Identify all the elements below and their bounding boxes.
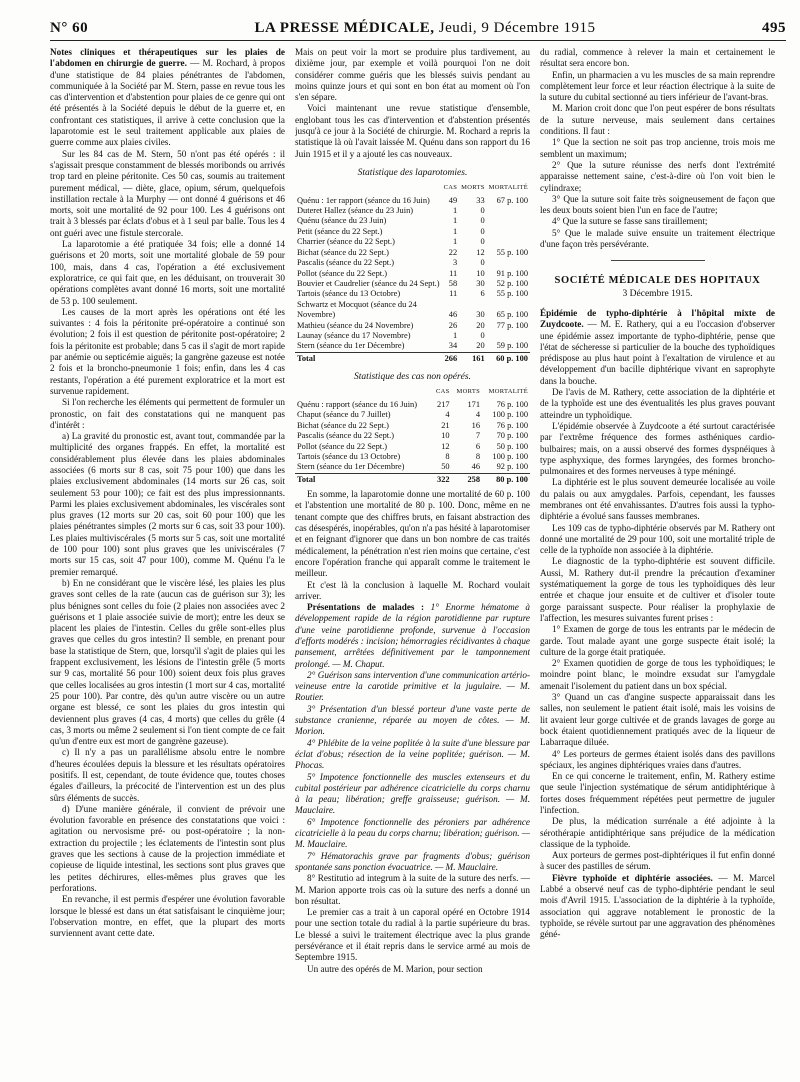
cell-value: 1 — [452, 237, 458, 247]
row-label: Pollot (séance du 22 Sept.) — [297, 441, 388, 451]
table-row — [295, 258, 530, 268]
cell-value: 59 p. 100 — [496, 341, 528, 351]
column-1 — [50, 47, 285, 1077]
paragraph: Les 109 cas de typho-diphtérie observés par M. Rathery ont donné une mortalité de 29 pour 100, soit une mortalité triple de celle de la typhoïde non associée à la diphtérie. — [540, 522, 775, 556]
presentation-text: 7° Hématorachis grave par fragments d'obus; guérison spontanée sans ponction évacuatrice. — M. Mauclaire. — [295, 850, 530, 872]
row-label: Stern (séance du 1er Décembre) — [297, 341, 405, 351]
total-value: 322 — [432, 473, 451, 485]
table-row — [295, 227, 530, 237]
cell-value: 52 p. 100 — [496, 278, 528, 288]
presentation-text: 3° Présentation d'un blessé porteur d'une vaste perte de substance cranienne, réparée au moyen de côtes. — M. Morion. — [295, 703, 530, 737]
row-label: Tartois (séance du 13 Octobre) — [297, 289, 401, 299]
cell-value — [487, 237, 530, 247]
cell-value: 49 — [448, 195, 458, 205]
column-2 — [295, 47, 530, 1077]
cell-value: 92 p. 100 — [496, 462, 528, 472]
col-header: MORTALITÉ — [488, 388, 528, 396]
paragraph — [295, 602, 530, 670]
paragraph: Un autre des opérés de M. Marion, pour section — [307, 963, 483, 974]
cell-value: 22 — [448, 247, 458, 257]
cell-value: 12 — [441, 441, 450, 451]
total-value: 266 — [442, 352, 460, 364]
paragraph: du radial, commence à relever la main et certainement le résultat sera encore bon. — [540, 47, 775, 69]
paragraph: L'épidémie observée à Zuydcoote a été surtout caractérisée par l'extrême fréquence des formes asthéniques cardio-bulbaires; mais, on a aussi observé des formes dyspnéiques à type asphyxique, des formes laryngées, des formes broncho-pulmonaires et des formes nerveuses à type méningé. — [540, 420, 775, 477]
cell-value: 8 — [445, 451, 450, 461]
row-label: Mathieu (séance du 24 Novembre) — [297, 320, 414, 330]
cell-value: 67 p. 100 — [496, 195, 528, 205]
cell-value: 34 — [448, 341, 458, 351]
paragraph — [295, 704, 530, 738]
presentation-text: 4° Phlébite de la veine poplitée à la suite d'une blessure par éclat d'obus; résection de la veine poplitée; guérison. — M. Phocas. — [295, 737, 530, 771]
presentations-title: Présentations de malades : — [307, 602, 425, 613]
col-header: MORTS — [461, 184, 485, 192]
table-row — [295, 216, 530, 226]
cell-value: 46 — [471, 462, 481, 472]
cell-value: 100 p. 100 — [492, 451, 528, 461]
cell-value: 1 — [452, 216, 458, 226]
cell-value: 100 p. 100 — [492, 410, 528, 420]
cell-value: 70 p. 100 — [496, 431, 528, 441]
cell-value — [487, 206, 530, 216]
table-row — [295, 196, 530, 206]
cell-value: 0 — [480, 330, 485, 340]
row-label: Bichat (séance du 22 Sept.) — [297, 247, 389, 257]
cell-value: 46 — [448, 310, 458, 320]
article-text: — M. Marcel Labbé a observé neuf cas de typho-diphtérie pendant le seul mois d'Avril 1915. L'association de la diphtérie à la typhoïde, association qui aggrave notablement le pronostic de la typhoïde, se révèle surtout par une aggravation des phénomènes géné- — [540, 872, 775, 940]
row-label: Launay (séance du 17 Novembre) — [297, 330, 411, 340]
columns — [50, 47, 786, 1077]
cell-value: 50 — [441, 462, 450, 472]
cell-value — [487, 331, 530, 341]
paragraph: c) Il n'y a pas un parallélisme absolu entre le nombre d'heures écoulées depuis la blessure et les résultats opératoires positifs. Il est, cependant, de toute évidence que, toutes choses égales d'ailleurs, la précocité de l'intervention est un des plus sûrs éléments de succès. — [50, 747, 285, 803]
paragraph: Les causes de la mort après les opérations ont été les suivantes : 4 fois la péritonite pré-opératoire a continué son évolution; 2 fois il est question de péritonite post-opératoire; 2 fois la péritonite est probable; dans 5 cas il s'agit de mort rapide par anémie ou septicémie aiguës; la gangrène gazeuse est notée 2 fois et la broncho-pneumonie 1 fois; enfin, dans les 4 cas restants, l'opération a été purement exploratrice et la mort est survenue rapidement. — [50, 306, 285, 396]
total-value: 60 p. 100 — [487, 352, 530, 364]
masthead — [255, 20, 596, 37]
article-paragraph — [540, 308, 775, 387]
paragraph: 1° Que la section ne soit pas trop ancienne, trois mois me semblent un maximum; — [540, 137, 775, 159]
row-label: Chaput (séance du 7 Juillet) — [297, 410, 391, 420]
table-row — [295, 462, 530, 473]
cell-value: 33 — [476, 195, 485, 205]
cell-value: 58 — [448, 278, 458, 288]
table-row — [295, 289, 530, 299]
cell-value: 10 — [476, 268, 485, 278]
cell-value: 30 — [476, 278, 485, 288]
paragraph — [295, 772, 530, 817]
paragraph: Et c'est là la conclusion à laquelle M. Rochard voulait arriver. — [295, 579, 530, 601]
paragraph: 5° Que le malade suive ensuite un traitement électrique d'une façon très persévérante. — [540, 227, 775, 250]
total-value: 258 — [452, 473, 482, 485]
paragraph: De plus, la médication surrénale a été adjointe à la sérothérapie antidiphtérique sans préjudice de la médication classique de la typhoïde. — [540, 816, 775, 849]
row-label: Pascalis (séance du 22 Sept.) — [297, 431, 394, 441]
row-label: Quénu : 1er rapport (séance du 16 Juin) — [297, 195, 430, 205]
presentation-text: 5° Impotence fonctionnelle des muscles extenseurs et du cubital postérieur par adhérence cicatricielle du corps charnu à la peau; libération; greffe graisseuse; guérison. — M. Mauclaire. — [295, 771, 530, 816]
article-text: — M. E. Rathery, qui a eu l'occasion d'observer une épidémie assez importante de typho-diphtérie, pense que l'état de sécheresse si particulier de la bouche des typhoïdiques prédispose au plus haut point à l'exaltation de virulence et au développement d'un bacille diphtérique vivant en saprophyte dans la bouche. — [540, 319, 775, 386]
cell-value: 55 p. 100 — [496, 289, 528, 299]
paragraph: En ce qui concerne le traitement, enfin, M. Rathery estime que seule l'injection systématique de sérum antidiphtérique à fortes doses fréquemment répétées peut permettre de juguler l'infection. — [540, 771, 775, 815]
paragraph: La diphtérie est le plus souvent demeurée localisée au voile du palais ou aux amygdales. Parfois, cependant, les fausses membranes ont été envahissantes. D'autres fois aussi la typho-diphtérie a évolué sans fausses membranes. — [540, 477, 775, 522]
cell-value: 21 — [441, 420, 450, 430]
table-caption-laparotomies: Statistique des laparotomies. — [357, 167, 468, 178]
cell-value: 0 — [480, 206, 485, 216]
cell-value: 7 — [475, 431, 481, 441]
table-row — [295, 206, 530, 216]
issue-number: N° 60 — [50, 20, 89, 36]
cell-value: 30 — [476, 310, 485, 320]
presentation-text: 2° Guérison sans intervention d'une communication artério-veineuse entre la carotide primitive et la jugulaire. — M. Routier. — [295, 669, 530, 703]
paragraph: d) D'une manière générale, il convient de prévoir une évolution favorable en présence des constatations que voici : agitation ou nervosisme pré- ou post-opératoire ; la non-extraction du projectile ; les éclatements de l'intestin sont plus graves que les sections à cause de la projection immédiate et copieuse de liquide intestinal, les sections sont plus graves que les petites déchirures, elles-mêmes plus graves que les perforations. — [50, 803, 285, 893]
cell-value: 76 p. 100 — [496, 399, 528, 409]
paragraph: 1° Examen de gorge de tous les entrants par le médecin de garde. Tout malade ayant une gorge suspecte était isolé; la culture de la gorge était pratiquée. — [540, 624, 775, 657]
page-header — [50, 20, 786, 41]
row-label: Bichat (séance du 22 Sept.) — [297, 420, 389, 430]
row-label: Petit (séance du 22 Sept.) — [297, 226, 383, 236]
table-row — [295, 237, 530, 247]
table-row — [295, 410, 530, 420]
paragraph: 3° Que la suture soit faite très soigneusement de façon que les deux bouts soient bien l'un en face de l'autre; — [540, 193, 775, 216]
paragraph: 2° Que la suture réunisse des nerfs dont l'extrémité apparaisse nettement saine, c'est-à-dire où l'on voit bien le cylindraxe; — [540, 159, 775, 193]
table-caption-non-operes: Statistique des cas non opérés. — [354, 372, 471, 383]
cell-value: 77 p. 100 — [496, 320, 528, 330]
row-label: Stern (séance du 1er Décembre) — [297, 462, 405, 472]
row-label: Pascalis (séance du 22 Sept.) — [297, 258, 394, 268]
laparotomy-table — [295, 183, 530, 364]
paragraph: Voici maintenant une revue statistique d'ensemble, englobant tous les cas d'intervention et d'abstention présentés jusqu'à ce jour à la Société de chirurgie. M. Rochard a repris la statistique là où l'avait laissée M. Quénu dans son rapport du 16 Juin 1915 et il y a ajouté les cas nouveaux. — [295, 103, 530, 159]
paragraph: Enfin, un pharmacien a vu les muscles de sa main reprendre complètement leur force et leur réaction électrique à la suite de la suture du cubital sectionné au tiers inférieur de l'avant-bras. — [540, 69, 775, 103]
table-row — [295, 452, 530, 462]
col-header: CAS — [436, 388, 450, 396]
cell-value: 0 — [480, 226, 485, 236]
issue-date: Jeudi, 9 Décembre 1915 — [438, 20, 596, 36]
row-label: Quénu : rapport (séance du 16 Juin) — [297, 399, 418, 409]
cell-value: 76 p. 100 — [496, 420, 528, 430]
row-label: Schwartz et Mocquot (séance du 24 Novembre) — [297, 299, 417, 320]
paragraph: 8° Restitutio ad integrum à la suite de la suture des nerfs. — M. Marion apporte trois cas où la suture des nerfs a donné un bon résultat. — [295, 873, 530, 906]
cell-value: 16 — [471, 420, 481, 430]
table-row — [295, 248, 530, 258]
table-row — [295, 279, 530, 289]
paragraph: En somme, la laparotomie donne une mortalité de 60 p. 100 et l'abstention une mortalité de 80 p. 100. Donc, même en ne tenant compte que des chiffres bruts, en faisant abstraction des cas désespérés, inopérables, qu'on n'a pas hésité à laparotomiser et en feignant d'ignorer que dans un bon nombre de cas traités médicalement, la pénétration n'est rien moins que certaine, c'est encore l'opération franche qui apparaît comme le traitement le meilleur. — [295, 489, 530, 579]
cell-value: 65 p. 100 — [496, 310, 528, 320]
cell-value: 1 — [452, 330, 458, 340]
row-label: Bouvier et Caudrelier (séance du 24 Sept.) — [297, 278, 440, 288]
paragraph: 4° Les porteurs de germes étaient isolés dans des pavillons spéciaux, les angines diphtériques vraies dans d'autres. — [540, 748, 775, 770]
paragraph: 2° Examen quotidien de gorge de tous les typhoïdiques; le moindre point blanc, le moindre exsudat sur l'amygdale amenait l'isolement du patient dans un box spécial. — [540, 658, 775, 691]
page-number: 495 — [761, 20, 786, 36]
paragraph: Si l'on recherche les éléments qui permettent de formuler un pronostic, on fait des constatations qui ne manquent pas d'intérêt : — [50, 397, 285, 430]
article-title: Fièvre typhoïde et diphtérie associées. — [552, 872, 713, 883]
presentation-text: 6° Impotence fonctionnelle des péroniers par adhérence cicatricielle à la peau du corps charnu; libération; guérison. — M. Mauclaire. — [295, 816, 530, 850]
paragraph: b) En ne considérant que le viscère lésé, les plaies les plus graves sont celles de la rate (aucun cas de guérison sur 3); les plus bénignes sont celles du foie (2 plaies non associées avec 2 guérisons et 1 plaie associée suivie de mort); entre les deux se placent les plaies de l'intestin. Celles du grêle sont-elles plus graves que celles du gros intestin? Il semble, en prenant pour base la statistique de Stern, que, lorsqu'il s'agit de plaies qui les frappent exclusivement, les lésions de l'intestin grêle (5 morts sur 9 cas, mortalité 56 pour 100) soient deux fois plus graves que celles localisées au gros intestin (1 mort sur 4 cas, mortalité 25 pour 100). Par contre, dès qu'un autre viscère ou un autre organe est blessé, ce sont les plaies du gros intestin qui deviennent plus graves (4 cas, 4 morts) que celles du grêle (4 cas, 3 morts ou même 2 seulement si l'on tient compte de ce fait qu'un d'entre eux est mort de gangrène gazeuse). — [50, 577, 285, 747]
article-title: Épidémie de typho-diphtérie à l'hôpital mixte de Zuydcoote. — [540, 307, 775, 330]
paragraph — [295, 738, 530, 772]
cell-value: 10 — [441, 431, 450, 441]
cell-value: 6 — [475, 441, 481, 451]
cell-value: 1 — [452, 226, 458, 236]
article-title: Notes cliniques et thérapeutiques sur les plaies de l'abdomen en chirurgie de guerre. — [50, 47, 285, 69]
cell-value: 4 — [475, 410, 481, 420]
total-row — [295, 352, 530, 364]
cell-value: 55 p. 100 — [496, 247, 528, 257]
paragraph: Sur les 84 cas de M. Stern, 50 n'ont pas été opérés : il s'agissait presque constamment de blessés moribonds ou arrivés trop tard en pleine péritonite. Ces 50 cas, soumis au traitement purement médical, — diète, glace, opium, sérum, quelquefois instillation rectale à la Murphy — ont donné 4 guérisons et 46 morts, soit une mortalité de 92 pour 100. Les 4 guérisons ont trait à 3 blessés par éclats d'obus et à 1 seul par balle. Tous les 4 ont guéri avec une fistule stercorale. — [50, 148, 285, 238]
cell-value — [487, 258, 530, 268]
section-title: SOCIÉTÉ MÉDICALE DES HOPITAUX — [554, 275, 761, 287]
cell-value: 3 — [452, 258, 458, 268]
row-label: Charrier (séance du 22 Sept.) — [297, 237, 395, 247]
row-label: Tartois (séance du 13 Octobre) — [297, 451, 401, 461]
cell-value: 6 — [480, 289, 485, 299]
cell-value: 11 — [449, 289, 458, 299]
cell-value: 0 — [480, 237, 485, 247]
total-label: Total — [295, 352, 442, 364]
cell-value: 217 — [437, 399, 450, 409]
cell-value: 11 — [449, 268, 458, 278]
table-row — [295, 321, 530, 331]
section-divider — [611, 260, 705, 261]
cell-value: 171 — [467, 399, 481, 409]
total-row — [295, 473, 530, 485]
table-row — [295, 269, 530, 279]
paragraph: 3° Quand un cas d'angine suspecte apparaissait dans les salles, non seulement le patient était isolé, mais les voisins de lit avaient leur gorge cultivée et de grands lavages de gorge au bock étaient quotidiennement pratiqués avec de la liqueur de Labarraque diluée. — [540, 692, 775, 748]
cell-value: 0 — [480, 258, 485, 268]
cell-value: 8 — [475, 451, 481, 461]
paragraph — [295, 817, 530, 851]
cell-value: 91 p. 100 — [496, 268, 528, 278]
cell-value: 26 — [448, 320, 458, 330]
paragraph: La laparotomie a été pratiquée 34 fois; elle a donné 14 guérisons et 20 morts, soit une mortalité globale de 59 pour 100, mais, dans 4 cas, l'opération a été exclusivement exploratrice, ce qui fait que, en les déduisant, on trouverait 30 opérations complètes avant donné 16 morts, soit une mortalité de 53 p. 100 seulement. — [50, 239, 285, 306]
paragraph — [295, 670, 530, 704]
cell-value — [487, 227, 530, 237]
row-label: Duteret Hallez (séance du 23 Juin) — [297, 206, 414, 216]
non-operated-table — [295, 387, 530, 485]
article-text: — M. Rochard, à propos d'une statistique de 84 plaies pénétrantes de l'abdomen, communiquée à la Société par M. Stern, passe en revue tous les cas d'intervention et d'abstention pour plaies de ce genre qui ont été présentés à la Société depuis le début de la guerre et, en confrontant ces statistiques, il arrive à cette conclusion que la laparotomie est le seul traitement applicable aux plaies de guerre comme aux plaies civiles. — [50, 58, 285, 148]
paragraph: Le premier cas a trait à un caporal opéré en Octobre 1914 pour une section totale du radial à la partie supérieure du bras. Le blessé a suivi le traitement électrique avec la plus grande persévérance et il était repris dans le service armé au mois de Septembre 1915. — [295, 907, 530, 963]
cell-value: 20 — [476, 320, 485, 330]
table-header-row — [295, 387, 530, 399]
col-header: CAS — [443, 184, 458, 192]
paragraph: M. Marion croit donc que l'on peut espérer de bons résultats de la suture nerveuse, mais seulement dans certaines conditions. Il faut : — [540, 103, 775, 137]
cell-value: 1 — [452, 206, 458, 216]
table-row — [295, 431, 530, 441]
col-header: MORTS — [456, 388, 481, 396]
total-value: 161 — [459, 352, 487, 364]
col-header: MORTALITÉ — [488, 184, 528, 192]
total-value: 80 p. 100 — [482, 473, 530, 485]
presentation-text: 1° Enorme hématome à développement rapide de la région parotidienne par rupture d'une veine parotidienne profonde, survenue à l'occasion d'efforts modérés : incision; hémorragies récidivantes à chaque pansement, arrêtées définitivement par le tamponnement prolongé. — M. Chaput. — [295, 602, 530, 669]
total-label: Total — [295, 473, 432, 485]
paragraph: Mais on peut voir la mort se produire plus tardivement, au dixième jour, par exemple et voilà pourquoi l'on ne doit considérer comme guéris que les blessés suivis pendant au moins quinze jours et qui sont en bon état au moment où l'on s'en sépare. — [295, 47, 530, 103]
cell-value: 12 — [476, 247, 485, 257]
table-row — [295, 400, 530, 410]
column-3 — [540, 47, 775, 1077]
cell-value: 20 — [476, 341, 485, 351]
article-paragraph — [50, 47, 285, 149]
table-row — [295, 341, 530, 352]
cell-value: 0 — [480, 216, 485, 226]
cell-value — [487, 216, 530, 226]
row-label: Quénu (séance du 23 Juin) — [297, 216, 387, 226]
paragraph: Le diagnostic de la typho-diphtérie est souvent difficile. Aussi, M. Rathery dut-il prendre la précaution d'examiner systématiquement la gorge de tous les typhoïdiques dès leur entrée et chaque jour ensuite et de cultiver et d'isoler toute gorge paraissant suspecte. Pour réaliser la prophylaxie de l'affection, les mesures suivantes furent prises : — [540, 556, 775, 623]
paragraph: De l'avis de M. Rathery, cette association de la diphtérie et de la typhoïde est une des éventualités les plus graves pouvant atteindre un typhoïdique. — [540, 387, 775, 420]
paragraph: Aux porteurs de germes post-diphtériques il fut enfin donné à sucer des pastilles de sérum. — [540, 850, 775, 872]
article-paragraph — [540, 873, 775, 941]
table-row — [295, 442, 530, 452]
table-row — [295, 421, 530, 431]
table-row — [295, 331, 530, 341]
paragraph: a) La gravité du pronostic est, avant tout, commandée par la multiplicité des organes frappés. En effet, la mortalité est considérablement plus élevée dans les plaies abdominales associées (6 morts sur 8 cas, soit 75 pour 100) que dans les plaies exclusivement abdominales (14 morts sur 26 cas, soit seulement 53 pour 100); ce fait est des plus impressionnants. Parmi les plaies exclusivement abdominales, les viscérales sont plus graves (12 morts sur 20 cas, soit 60 pour 100) que les plaies pénétrantes simples (2 morts sur 6 cas, soit 33 pour 100). Les plaies multiviscérales (5 morts sur 5 cas, soit une mortalité de 100 pour 100) sont plus graves que les univiscérales (7 morts sur 15 cas, soit 47 pour 100), comme M. Quénu l'a le premier remarqué. — [50, 431, 285, 577]
cell-value: 4 — [445, 410, 450, 420]
row-label: Pollot (séance du 22 Sept.) — [297, 268, 388, 278]
table-row — [295, 300, 530, 321]
paragraph — [295, 851, 530, 874]
paragraph: 4° Que la suture se fasse sans tiraillement; — [552, 216, 708, 227]
section-date: 3 Décembre 1915. — [622, 288, 693, 299]
table-header-row — [295, 183, 530, 195]
journal-title: LA PRESSE MÉDICALE, — [254, 20, 435, 36]
paragraph: En revanche, il est permis d'espérer une évolution favorable lorsque le blessé est dans un état satisfaisant le cinquième jour; l'observation montre, en effet, que la plupart des morts surviennent avant cette date. — [50, 894, 285, 939]
cell-value: 50 p. 100 — [496, 441, 528, 451]
